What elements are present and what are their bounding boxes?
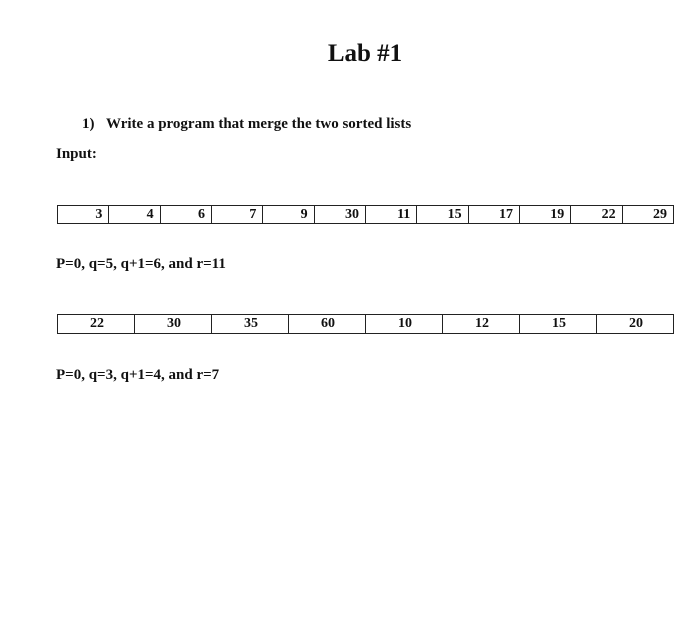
array-cell: 15	[416, 206, 467, 223]
question	[82, 116, 411, 133]
array-cell: 22	[570, 206, 621, 223]
array-cell: 4	[108, 206, 159, 223]
input-label: Input:	[56, 146, 97, 162]
array-cell: 29	[622, 206, 673, 223]
array-cell: 9	[262, 206, 313, 223]
index-note-1: P=0, q=5, q+1=6, and r=11	[56, 256, 226, 272]
array-cell: 60	[288, 315, 365, 333]
index-note-2: P=0, q=3, q+1=4, and r=7	[56, 367, 220, 383]
array-cell: 3	[95, 206, 103, 222]
array-table-2	[57, 314, 674, 334]
array-cell: 7	[211, 206, 262, 223]
array-cell: 22	[90, 316, 104, 331]
array-table-1	[57, 205, 674, 224]
array-cell: 15	[519, 315, 596, 333]
question-number: 1)	[82, 116, 95, 132]
array-cell: 10	[365, 315, 442, 333]
array-cell: 35	[211, 315, 288, 333]
array-cell: 17	[468, 206, 519, 223]
array-cell: 30	[314, 206, 365, 223]
array-cell: 11	[365, 206, 416, 223]
page-title: Lab #1	[327, 40, 403, 67]
array-cell: 30	[134, 315, 211, 333]
array-cell: 12	[442, 315, 519, 333]
question-text: Write a program that merge the two sorted lists	[106, 116, 412, 132]
array-cell: 6	[160, 206, 211, 223]
array-cell: 20	[596, 315, 673, 333]
array-cell: 19	[519, 206, 570, 223]
